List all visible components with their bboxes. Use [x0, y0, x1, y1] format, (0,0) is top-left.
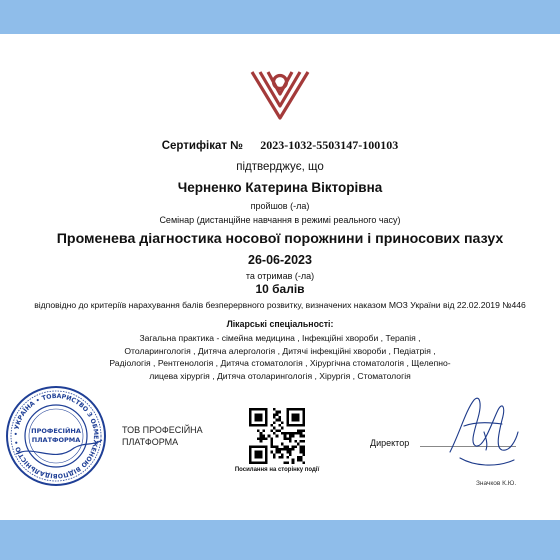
organization-seal: [4, 384, 108, 488]
received-text: та отримав (-ла): [245, 271, 315, 281]
director-signature: [440, 392, 526, 478]
event-date: 26-06-2023: [248, 253, 312, 267]
svg-text:• УКРАЇНА • ТОВАРИСТВО З ОБМЕЖ: • УКРАЇНА • ТОВАРИСТВО З ОБМЕЖЕНОЮ ВІДПОВІДАЛЬНІСТЮ •: [12, 392, 100, 480]
completed-text: пройшов (-ла): [250, 201, 310, 211]
director-title: Директор: [370, 438, 410, 448]
criteria-text: відповідно до критеріїв нарахування балів безперервного розвитку, визначених наказом МОЗ України від 22.02.2019 №446: [34, 300, 526, 310]
organization-logo: [246, 66, 314, 128]
director-name: Значков К.Ю.: [476, 480, 517, 487]
event-type: Семінар (дистанційне навчання в режимі реального часу): [159, 215, 401, 225]
specialties-line: Отоларингологія , Дитяча алергологія , Дитячі інфекційні хвороби , Педіатрія ,: [124, 345, 436, 356]
event-qr-code[interactable]: [249, 408, 305, 464]
certificate-label: Сертифікат №: [161, 140, 244, 152]
course-title: Променева діагностика носової порожнини і приносових пазух: [56, 231, 504, 247]
organization-name-line: ПЛАТФОРМА: [122, 437, 179, 447]
bottom-blue-band: [0, 520, 560, 560]
certificate-number: 2023-1032-5503147-100103: [260, 138, 399, 152]
specialties-line: Радіологія , Рентгенологія , Дитяча стоматологія , Хірургічна стоматологія , Щелепно-: [109, 358, 451, 369]
svg-text:ПРОФЕСІЙНА: ПРОФЕСІЙНА: [31, 427, 81, 435]
organization-name-line: ТОВ ПРОФЕСІЙНА: [122, 425, 203, 435]
specialties-list: [60, 332, 500, 382]
points-awarded: 10 балів: [255, 282, 305, 296]
confirms-text: підтверджує, що: [236, 161, 324, 173]
certificate-card: [0, 34, 560, 520]
organization-name: [122, 424, 203, 448]
recipient-name: Черненко Катерина Вікторівна: [177, 180, 383, 195]
svg-text:ПЛАТФОРМА: ПЛАТФОРМА: [31, 436, 81, 444]
specialties-line: лицева хірургія , Дитяча отоларингологія , Хірургія , Стоматологія: [149, 370, 411, 381]
certificate-number-line: [0, 138, 560, 153]
specialties-title: Лікарські спеціальності:: [226, 319, 334, 329]
specialties-line: Загальна практика - сімейна медицина , Інфекційні хвороби , Терапія ,: [139, 333, 421, 343]
top-blue-band: [0, 0, 560, 34]
qr-caption: Посилання на сторінку події: [234, 467, 320, 473]
